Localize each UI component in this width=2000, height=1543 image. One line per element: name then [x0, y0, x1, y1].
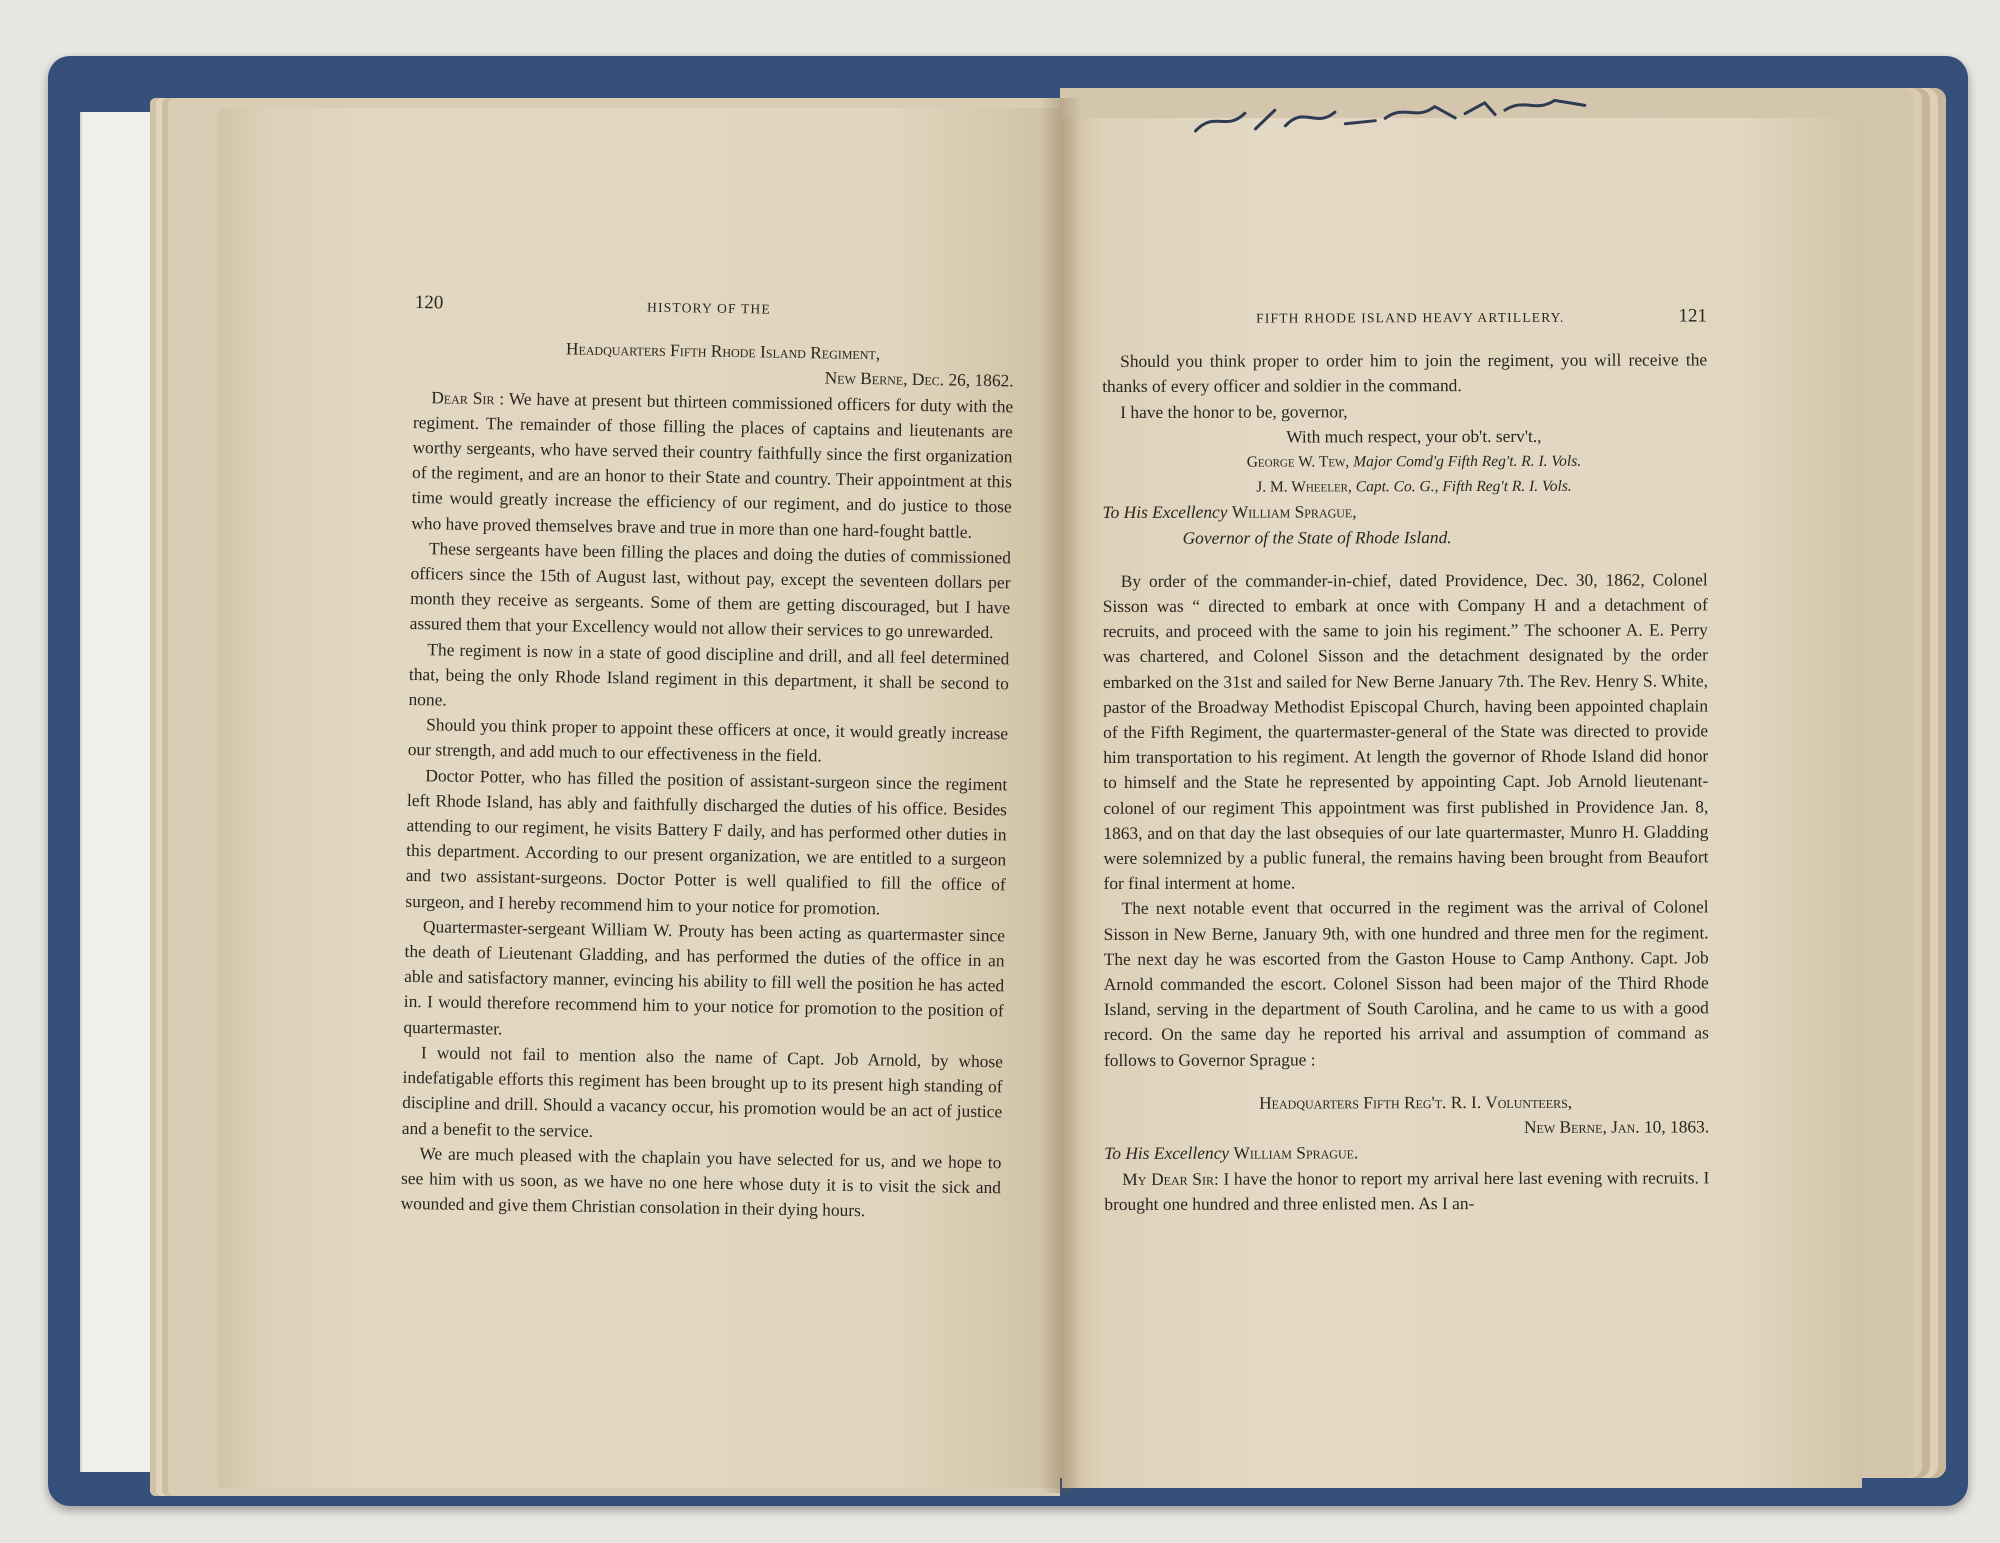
- letter-paragraph: Doctor Potter, who has filled the position of assistant-surgeon since the regiment left Rhode Island, has ably and faithfully discharged the duties of his office. Besides attending to our regiment, he visits Battery F daily, and has performed other duties in this department. According to our present organization, we are entitled to a surgeon and two assistant-surgeons. Doctor Potter is well qualified to fill the office of surgeon, and I hereby recommend him to your notice for promotion.: [405, 764, 1008, 919]
- letter-paragraph: My Dear Sir: I have the honor to report my arrival here last evening with recruits. I brought one hundred and three enlisted men. As I an-: [1104, 1166, 1710, 1214]
- left-page-text: [400, 290, 1014, 1226]
- addressee: To His Excellency William Sprague,: [1102, 501, 1357, 523]
- letterhead-line-1: Headquarters Fifth Reg't. R. I. Volunteers,: [1259, 1091, 1573, 1113]
- left-page-number: 120: [414, 291, 444, 314]
- addressee-title: Governor of the State of Rhode Island.: [1182, 526, 1452, 548]
- salutation: Dear Sir :: [431, 386, 505, 409]
- left-running-title: HISTORY OF THE: [646, 299, 772, 317]
- signature-tew: George W. Tew, Major Comd'g Fifth Reg't. R. I. Vols.: [1246, 452, 1582, 471]
- letter-paragraph: The regiment is now in a state of good discipline and drill, and all feel determined that, being the only Rhode Island regiment in this department, it shall be second to none.: [408, 638, 1010, 710]
- right-running-head: [1102, 303, 1707, 331]
- letter-paragraph: Quartermaster-sergeant William W. Prouty has been acting as quartermaster since the death of Lieutenant Gladding, and has performed the duties of the office in an able and satisfactory manner, evincing his ability to fill well the position he has acted in. I would therefore recommend him to your notice for promotion to the position of quartermaster.: [403, 916, 1006, 1039]
- signature-wheeler: J. M. Wheeler, Capt. Co. G., Fifth Reg't R. I. Vols.: [1256, 477, 1572, 496]
- letter-paragraph: Should you think proper to appoint these officers at once, it would greatly increase our strength, and add much to our effectiveness in the field.: [407, 714, 1009, 766]
- letter-paragraph: Should you think proper to order him to join the regiment, you will receive the thanks of every officer and soldier in the command.: [1102, 349, 1708, 397]
- respect-line: With much respect, your ob't. serv't.,: [1286, 425, 1542, 447]
- flyleaf: [80, 112, 156, 1472]
- right-page-number: 121: [1678, 305, 1708, 327]
- book-gutter: [1040, 98, 1082, 1493]
- narrative-paragraph: The next notable event that occurred in the regiment was the arrival of Colonel Sisson in New Berne, January 9th, with one hundred and three men for the regiment. The next day he was escorted from the Gaston House to Camp Anthony. Capt. Job Arnold commanded the escort. Colonel Sisson had been major of the Third Rhode Island, serving in the department of South Carolina, and he came to us with a good record. On the same day he reported his arrival and assumption of command as follows to Governor Sprague :: [1103, 896, 1709, 1070]
- letter-paragraph: We are much pleased with the chaplain you have selected for us, and we hope to see him with us soon, as we have no one here whose duty it is to visit the sick and wounded and give them Christian consolation in their dying hours.: [400, 1142, 1002, 1221]
- letter-paragraph: These sergeants have been filling the places and doing the duties of commissioned officers since the 15th of August last, without pay, except the seventeen dollars per month they receive as sergeants. Some of them are getting discouraged, but I have assured them that your Excellency would not allow their services to go unrewarded.: [409, 538, 1012, 643]
- honor-line: I have the honor to be, governor,: [1120, 400, 1348, 422]
- narrative-paragraph: By order of the commander-in-chief, dated Providence, Dec. 30, 1862, Colonel Sisson was “ directed to embark at once with Company H and a detachment of recruits, and proceed with the same to join his regiment.” The schooner A. E. Perry was chartered, and Colonel Sisson and the detachment designated by the order embarked on the 31st and sailed for New Berne January 7th. The Rev. Henry S. White, pastor of the Broadway Methodist Episcopal Church, having been appointed chaplain of the Fifth Regiment, the quartermaster-general of the State was directed to provide him transportation to his regiment. At length the governor of Rhode Island did honor to himself and the State he represented by appointing Capt. Job Arnold lieutenant-colonel of our regiment This appointment was first published in Providence Jan. 8, 1863, and on that day the last obsequies of our late quartermaster, Munro H. Gladding were solemnized by a public funeral, the remains having been brought from Beaufort for final interment at home.: [1102, 569, 1709, 894]
- letterhead-line-1: Headquarters Fifth Rhode Island Regiment,: [565, 338, 881, 364]
- letterhead-line-2: New Berne, Dec. 26, 1862.: [824, 367, 1014, 391]
- salutation: My Dear Sir:: [1122, 1168, 1219, 1189]
- letter-paragraph: I would not fail to mention also the name of Capt. Job Arnold, by whose indefatigable efforts this regiment has been brought up to its present high standing of discipline and drill. Should a vacancy occur, his promotion would be an act of justice and a benefit to the service.: [401, 1042, 1004, 1141]
- right-running-title: FIFTH RHODE ISLAND HEAVY ARTILLERY.: [1256, 309, 1565, 326]
- right-page-text: [1102, 303, 1709, 1216]
- addressee: To His Excellency William Sprague.: [1104, 1142, 1359, 1164]
- letterhead-line-2: New Berne, Jan. 10, 1863.: [1523, 1116, 1710, 1137]
- letter-paragraph: Dear Sir : We have at present but thirteen commissioned officers for duty with the regiment. The remainder of those filling the places of captains and lieutenants are worthy sergeants, who have served their country faithfully since the first organization of the regiment, and are an honor to their State and country. Their appointment at this time would greatly increase the efficiency of our regiment, and do justice to those who have proved themselves brave and true in more than one hard-fought battle.: [411, 386, 1014, 542]
